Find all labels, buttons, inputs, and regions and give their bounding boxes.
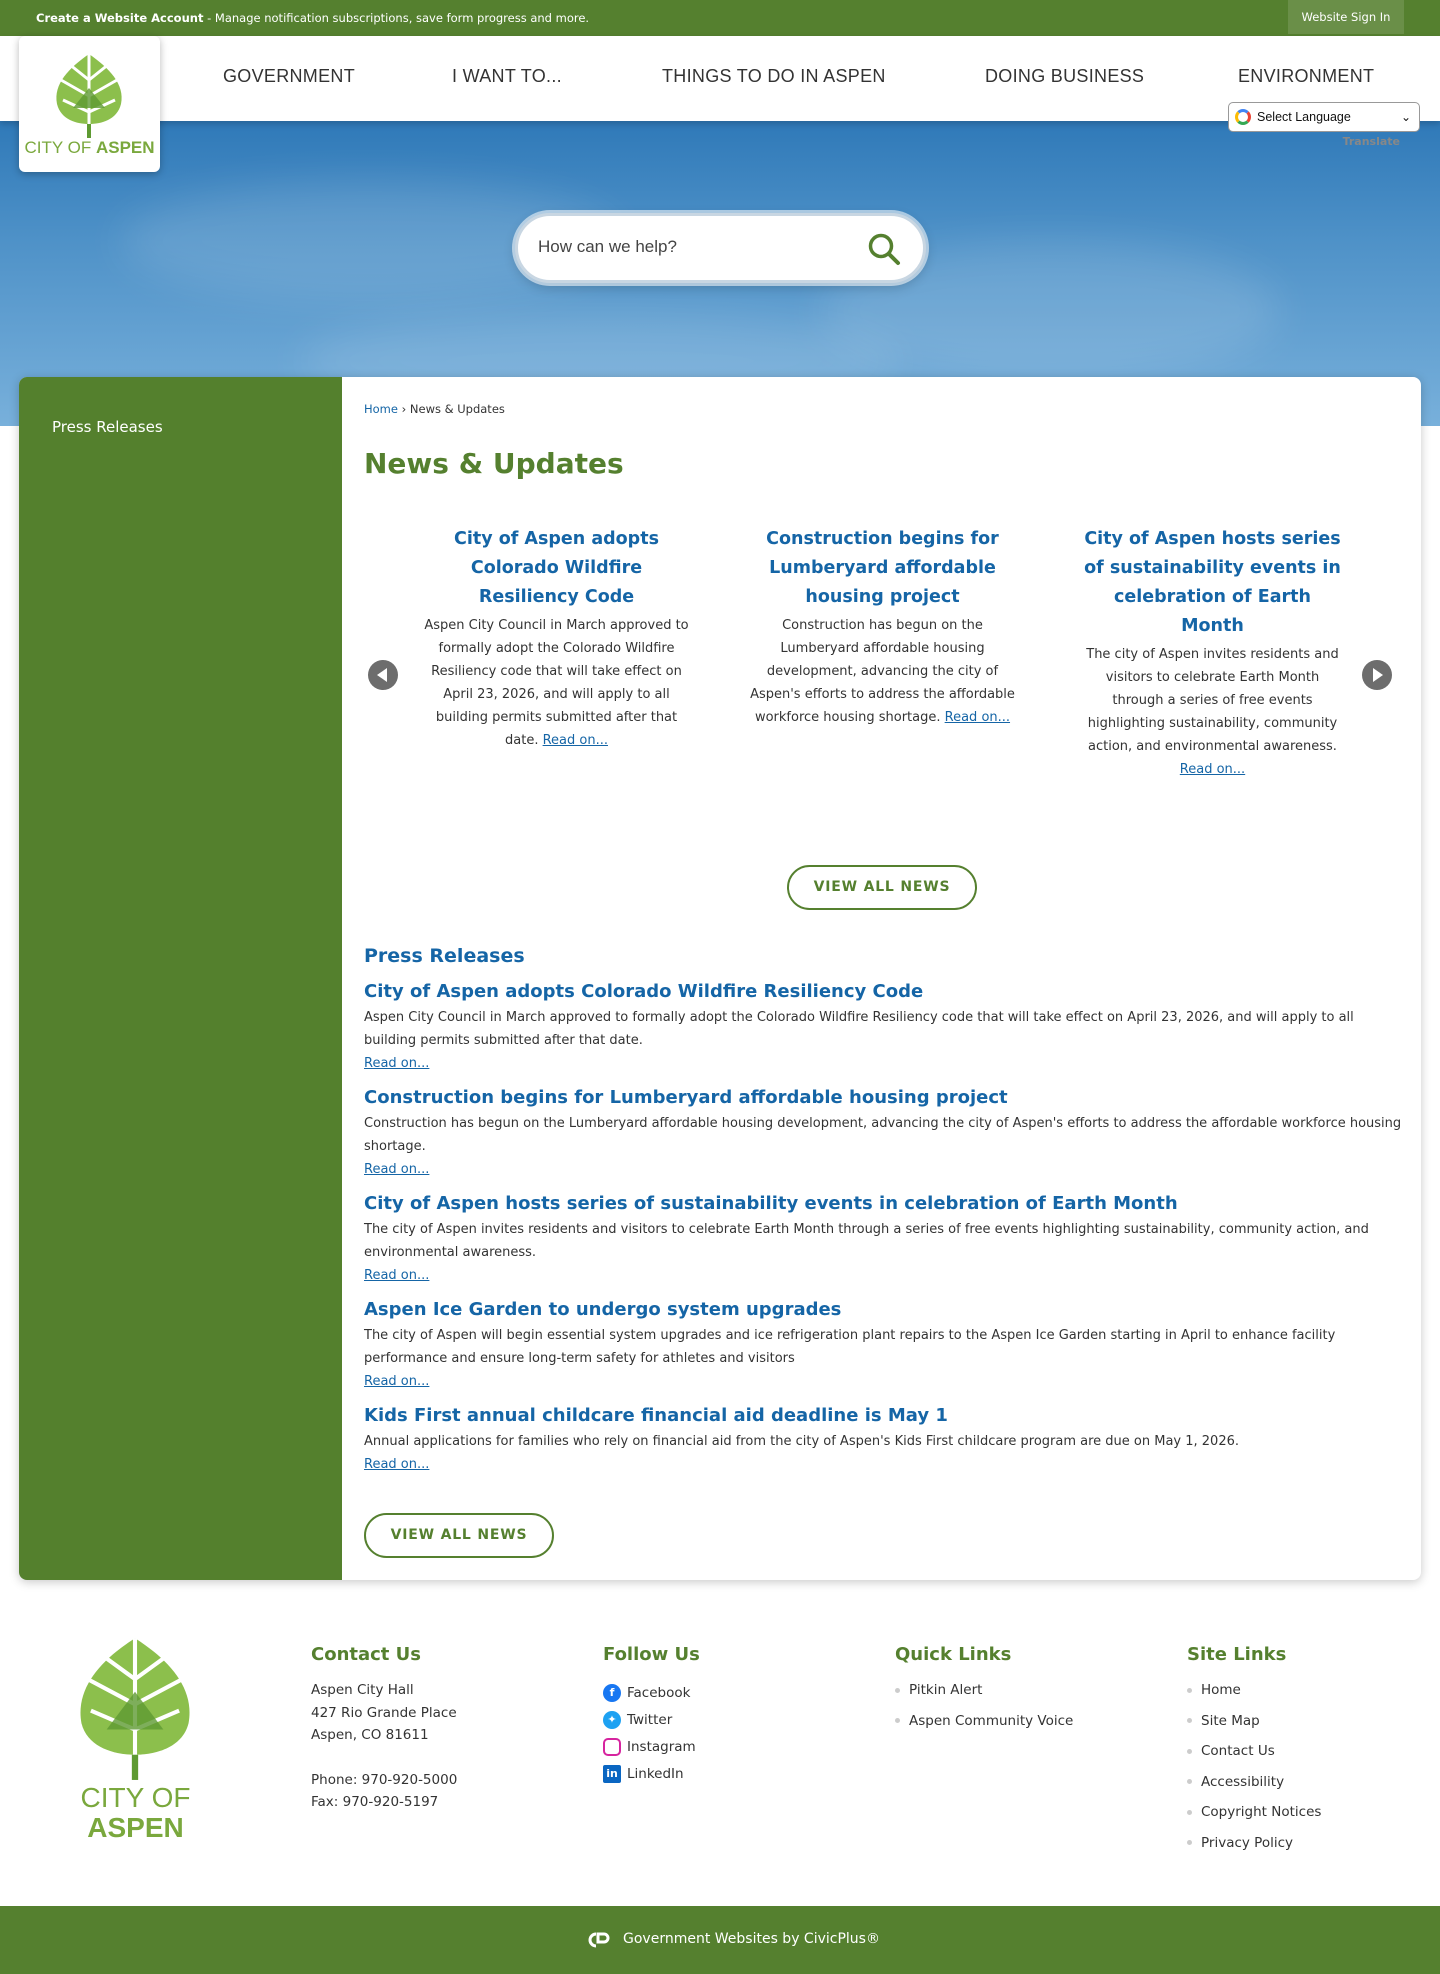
civicplus-credit[interactable]: Government Websites by CivicPlus® (623, 1931, 880, 1947)
create-account-link[interactable]: Create a Website Account (36, 11, 204, 25)
breadcrumb-separator: › (397, 402, 410, 416)
breadcrumb-current: News & Updates (409, 402, 505, 416)
footer-logo-line1: CITY OF (80, 1782, 191, 1813)
aspen-leaf-icon (49, 50, 129, 138)
slide-title[interactable]: City of Aspen hosts series of sustainability events in celebration of Earth Month (1084, 529, 1341, 636)
logo-text-bold: ASPEN (95, 138, 155, 157)
nav-things-to-do[interactable]: THINGS TO DO IN ASPEN (662, 66, 886, 86)
logo-text (19, 138, 160, 158)
read-on-link[interactable]: Read on... (944, 710, 1011, 725)
slide-body (1080, 643, 1345, 781)
press-release-title[interactable]: Construction begins for Lumberyard affordable housing project (364, 1087, 1008, 1108)
site-link[interactable]: Contact Us (1187, 1740, 1321, 1771)
carousel-slide (424, 525, 689, 752)
read-on-link[interactable]: Read on... (364, 1162, 430, 1177)
twitter-icon: ✦ (603, 1711, 621, 1729)
language-select-label: Select Language (1257, 110, 1351, 124)
footer-logo-text[interactable] (58, 1783, 213, 1843)
contact-fax: Fax: 970-920-5197 (311, 1794, 439, 1810)
press-release-body: The city of Aspen will begin essential system upgrades and ice refrigeration plant repairs to the Aspen Ice Garden starting in April to enhance facility performance and ensure long-term safety for athletes and visitors (364, 1328, 1336, 1366)
press-release-body: Aspen City Council in March approved to formally adopt the Colorado Wildfire Resiliency code that will take effect on April 23, 2026, and will apply to all building permits submitted after that date. (364, 1010, 1354, 1048)
translate-widget (1228, 102, 1420, 148)
main-card (19, 377, 1421, 1580)
language-select[interactable] (1228, 102, 1420, 132)
site-link[interactable]: Accessibility (1187, 1771, 1321, 1802)
read-on-link[interactable]: Read on... (364, 1457, 430, 1472)
press-release-title[interactable]: Aspen Ice Garden to undergo system upgrades (364, 1299, 842, 1320)
quick-link[interactable]: Pitkin Alert (895, 1679, 1073, 1710)
social-linkedin[interactable] (603, 1760, 700, 1787)
carousel-slide (1080, 525, 1345, 781)
footer-logo-line2-text: ASPEN (87, 1812, 184, 1843)
main-nav (170, 36, 1400, 116)
read-on-link[interactable]: Read on... (364, 1056, 430, 1071)
footer-quick-heading: Quick Links (895, 1644, 1012, 1665)
press-release-body: Construction has begun on the Lumberyard affordable housing development, advancing the city of Aspen's efforts to address the affordable workforce housing shortage. (364, 1116, 1402, 1154)
footer-contact (311, 1644, 457, 1814)
press-release-list (364, 980, 1404, 1487)
slide-body (750, 614, 1015, 729)
press-release-title[interactable]: City of Aspen adopts Colorado Wildfire Resiliency Code (364, 981, 924, 1002)
press-release-title[interactable]: City of Aspen hosts series of sustainability events in celebration of Earth Month (364, 1193, 1178, 1214)
press-release-title[interactable]: Kids First annual childcare financial aid deadline is May 1 (364, 1405, 948, 1426)
list-item (364, 1404, 1404, 1476)
nav-environment[interactable]: ENVIRONMENT (1238, 66, 1375, 86)
chevron-down-icon: ⌄ (1400, 110, 1411, 124)
breadcrumb (364, 402, 505, 416)
main-content (364, 377, 1404, 1580)
social-label: LinkedIn (627, 1765, 684, 1782)
list-item (364, 1298, 1404, 1393)
carousel-slide (750, 525, 1015, 729)
nav-government[interactable]: GOVERNMENT (223, 66, 356, 86)
sidebar-item-press-releases[interactable]: Press Releases (52, 418, 163, 436)
search-box[interactable] (515, 213, 926, 283)
list-item (364, 1192, 1404, 1287)
sign-in-button[interactable]: Website Sign In (1288, 0, 1404, 34)
site-link[interactable]: Privacy Policy (1187, 1832, 1321, 1863)
press-releases-heading: Press Releases (364, 945, 525, 967)
breadcrumb-home[interactable]: Home (364, 402, 398, 416)
footer-contact-heading: Contact Us (311, 1644, 422, 1665)
carousel-next-icon[interactable] (1362, 660, 1392, 690)
footer-quick-links (895, 1644, 1073, 1740)
press-release-body: Annual applications for families who rely on financial aid from the city of Aspen's Kids First childcare program are due on May 1, 2026. (364, 1434, 1239, 1449)
social-twitter[interactable] (603, 1706, 700, 1733)
site-header (0, 36, 1440, 121)
footer-bar (0, 1906, 1440, 1974)
social-facebook[interactable] (603, 1679, 700, 1706)
contact-line: Aspen City Hall (311, 1682, 414, 1698)
footer-site-heading: Site Links (1187, 1644, 1287, 1665)
slide-body-text: The city of Aspen invites residents and visitors to celebrate Earth Month through a series of free events highlighting sustainability, community action, and environmental awareness. (1086, 647, 1339, 754)
news-carousel (364, 525, 1404, 785)
press-release-body: The city of Aspen invites residents and visitors to celebrate Earth Month through a series of free events highlighting sustainability, community action, and environmental awareness. (364, 1222, 1369, 1260)
footer-aspen-leaf-icon (72, 1635, 198, 1780)
site-link[interactable]: Site Map (1187, 1710, 1321, 1741)
site-link[interactable]: Copyright Notices (1187, 1801, 1321, 1832)
slide-body-text: Construction has begun on the Lumberyard affordable housing development, advancing the city of Aspen's efforts to address the affordable workforce housing shortage. (750, 618, 1015, 725)
civicplus-icon (586, 1931, 610, 1949)
account-message-text: - Manage notification subscriptions, save form progress and more. (203, 11, 590, 25)
slide-body (424, 614, 689, 752)
list-item (364, 980, 1404, 1075)
slide-title[interactable]: City of Aspen adopts Colorado Wildfire Resiliency Code (453, 529, 659, 607)
contact-line: Aspen, CO 81611 (311, 1727, 429, 1743)
top-bar (0, 0, 1440, 36)
quick-link[interactable]: Aspen Community Voice (895, 1710, 1073, 1741)
contact-line: 427 Rio Grande Place (311, 1704, 457, 1721)
read-on-link[interactable]: Read on... (364, 1268, 430, 1283)
search-input[interactable]: How can we help? (538, 237, 677, 256)
search-icon[interactable] (867, 232, 901, 266)
social-label: Instagram (627, 1738, 696, 1755)
footer-follow (603, 1644, 700, 1787)
social-label: Facebook (627, 1684, 691, 1701)
carousel-prev-icon[interactable] (368, 660, 398, 690)
account-message (36, 11, 589, 25)
translate-powered: Translate (1342, 135, 1400, 148)
slide-body-text: Aspen City Council in March approved to formally adopt the Colorado Wildfire Resiliency code that will take effect on April 23, 2026, and will apply to all building permits submitted after that date. (424, 618, 689, 748)
nav-doing-business[interactable]: DOING BUSINESS (985, 66, 1145, 86)
sidebar (19, 377, 342, 1580)
facebook-icon: f (603, 1684, 621, 1702)
read-on-link[interactable]: Read on... (1179, 762, 1246, 777)
linkedin-icon: in (603, 1765, 621, 1783)
google-icon (1235, 109, 1251, 125)
contact-phone: Phone: 970-920-5000 (311, 1771, 458, 1788)
site-footer (0, 1580, 1440, 1906)
social-instagram[interactable] (603, 1733, 700, 1760)
list-item (364, 1086, 1404, 1181)
nav-i-want-to[interactable]: I WANT TO... (452, 66, 562, 86)
footer-logo-line2 (58, 1813, 213, 1843)
site-link[interactable]: Home (1187, 1679, 1321, 1710)
slide-title[interactable]: Construction begins for Lumberyard affordable housing project (766, 529, 999, 607)
read-on-link[interactable]: Read on... (542, 733, 608, 748)
logo-text-light: CITY OF (24, 138, 96, 157)
instagram-icon (603, 1738, 621, 1756)
view-all-news-button-bottom[interactable]: VIEW ALL NEWS (364, 1513, 554, 1558)
site-logo[interactable] (19, 36, 160, 172)
view-all-news-button[interactable]: VIEW ALL NEWS (787, 865, 977, 910)
footer-site-links (1187, 1644, 1321, 1862)
social-label: Twitter (627, 1711, 673, 1728)
page-title: News & Updates (364, 447, 624, 480)
footer-follow-heading: Follow Us (603, 1644, 700, 1665)
read-on-link[interactable]: Read on... (364, 1374, 430, 1389)
